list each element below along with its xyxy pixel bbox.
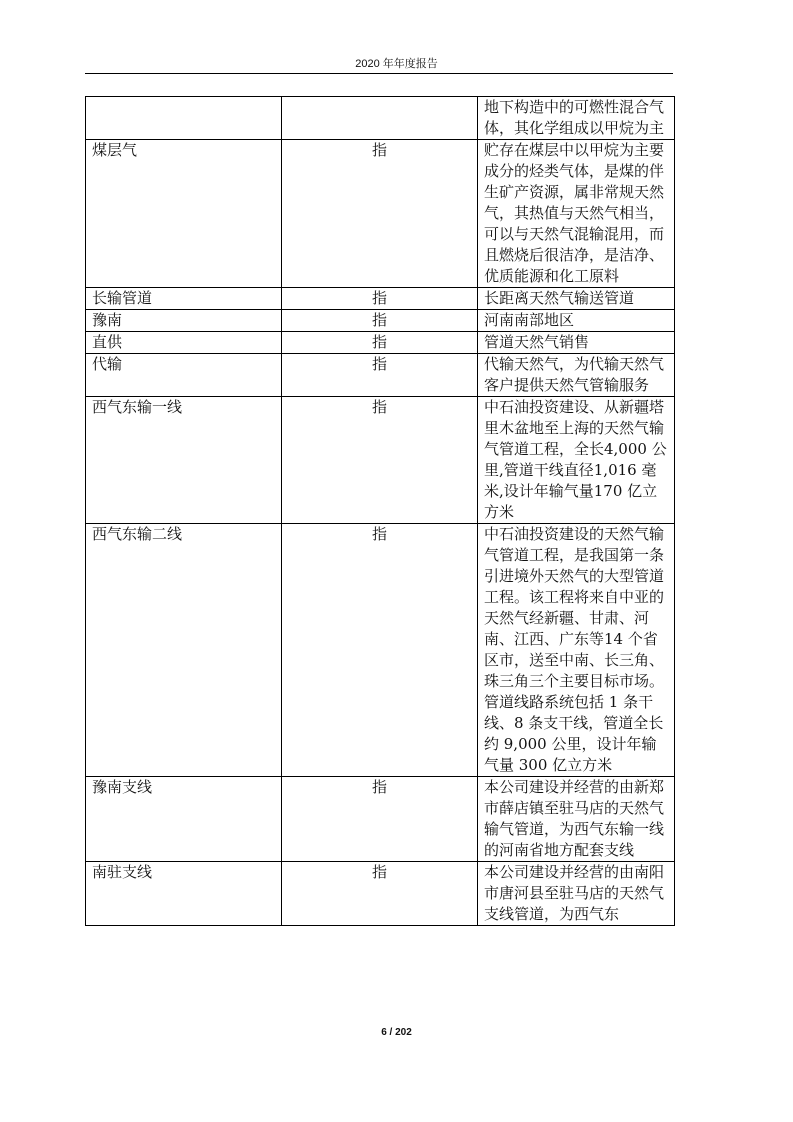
table-row [86,332,675,354]
definition-cell: 中石油投资建设、从新疆塔里木盆地至上海的天然气输气管道工程，全长4,000 公里,管道干线直径1,016 毫米,设计年输气量170 亿立方米 [478,397,675,524]
marker-cell: 指 [282,524,478,777]
table-row [86,862,675,926]
term-cell [86,97,282,140]
definition-cell: 本公司建设并经营的由南阳市唐河县至驻马店的天然气支线管道，为西气东 [478,862,675,926]
definition-cell: 地下构造中的可燃性混合气体，其化学组成以甲烷为主 [478,97,675,140]
table-row [86,354,675,397]
definition-cell: 中石油投资建设的天然气输气管道工程，是我国第一条引进境外天然气的大型管道工程。该工程将来自中亚的天然气经新疆、甘肃、河南、江西、广东等14 个省区市，送至中南、长三角、珠三角三个主要目标市场。管道线路系统包括 1 条干线、8 条支干线，管道全长约 9,000 公里，设计年输气量 300 亿立方米 [478,524,675,777]
term-cell: 豫南 [86,310,282,332]
definition-cell: 河南南部地区 [478,310,675,332]
marker-cell: 指 [282,332,478,354]
table-row [86,310,675,332]
definition-cell: 代输天然气，为代输天然气客户提供天然气管输服务 [478,354,675,397]
term-cell: 长输管道 [86,288,282,310]
term-cell: 南驻支线 [86,862,282,926]
definition-cell: 本公司建设并经营的由新郑市薛店镇至驻马店的天然气输气管道，为西气东输一线的河南省地方配套支线 [478,777,675,862]
marker-cell: 指 [282,777,478,862]
header-divider [85,73,673,74]
marker-cell: 指 [282,310,478,332]
table-row [86,777,675,862]
term-cell: 西气东输二线 [86,524,282,777]
definition-cell: 贮存在煤层中以甲烷为主要成分的烃类气体，是煤的伴生矿产资源，属非常规天然气，其热值与天然气相当，可以与天然气混输混用，而且燃烧后很洁净，是洁净、优质能源和化工原料 [478,140,675,288]
term-cell: 直供 [86,332,282,354]
definitions-table-body [86,97,675,926]
table-row [86,140,675,288]
term-cell: 代输 [86,354,282,397]
marker-cell [282,97,478,140]
table-row [86,97,675,140]
definitions-table [85,96,675,926]
definition-cell: 管道天然气销售 [478,332,675,354]
definition-cell: 长距离天然气输送管道 [478,288,675,310]
marker-cell: 指 [282,288,478,310]
term-cell: 煤层气 [86,140,282,288]
table-row [86,524,675,777]
marker-cell: 指 [282,354,478,397]
table-row [86,397,675,524]
marker-cell: 指 [282,862,478,926]
marker-cell: 指 [282,140,478,288]
page-number: 6 / 202 [381,1027,412,1038]
term-cell: 豫南支线 [86,777,282,862]
marker-cell: 指 [282,397,478,524]
report-header-title: 2020 年年度报告 [355,58,438,70]
term-cell: 西气东输一线 [86,397,282,524]
table-row [86,288,675,310]
